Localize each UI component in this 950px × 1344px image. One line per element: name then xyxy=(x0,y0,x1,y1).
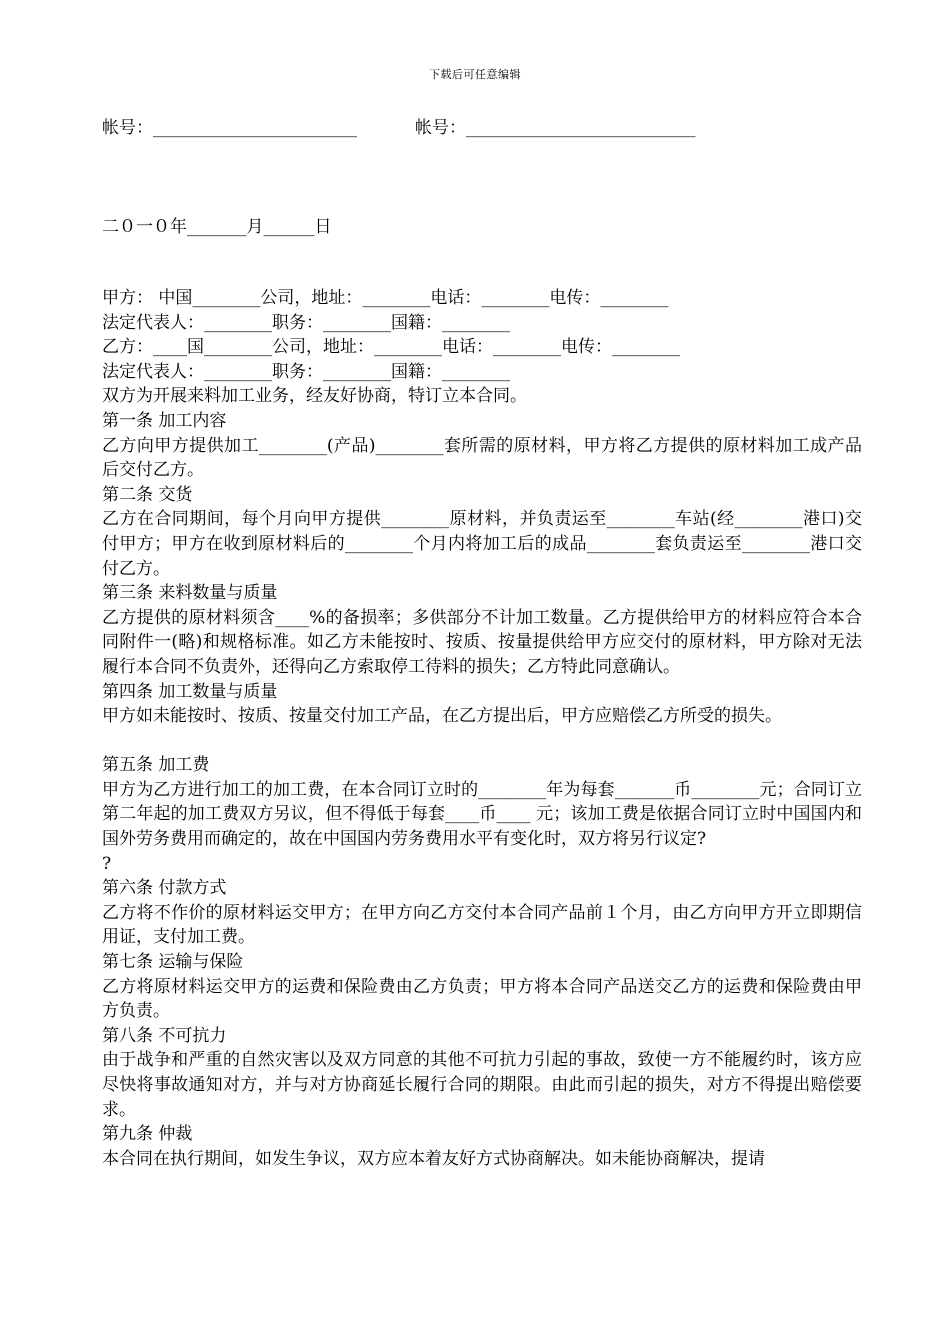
article-6-text: 乙方将不作价的原材料运交甲方；在甲方向乙方交付本合同产品前１个月，由乙方向甲方开立即期信用证，支付加工费。 xyxy=(102,902,862,948)
article-8-text: 由于战争和严重的自然灾害以及双方同意的其他不可抗力引起的事故，致使一方不能履约时，该方应尽快将事故通知对方，并与对方协商延长履行合同的期限。由此而引起的损失，对方不得提出赔偿要求。 xyxy=(102,1050,862,1120)
preamble: 双方为开展来料加工业务，经友好协商，特订立本合同。 xyxy=(102,386,527,407)
account-right: 帐号：___________________________ xyxy=(415,118,696,138)
contract-body xyxy=(102,286,862,1171)
page-header-note: 下载后可任意编辑 xyxy=(429,68,521,81)
article-1-text: 乙方向甲方提供加工________(产品)________套所需的原材料，甲方将乙方提供的原材料加工成产品后交付乙方。 xyxy=(102,435,862,481)
account-left: 帐号：________________________ xyxy=(102,118,357,138)
article-5-heading: 第五条 加工费 xyxy=(102,755,210,776)
article-6-heading: 第六条 付款方式 xyxy=(102,878,227,899)
account-fields xyxy=(102,113,696,138)
party-a-line: 甲方： 中国________公司，地址：________电话：________电传：________ xyxy=(102,288,669,308)
article-2-heading: 第二条 交货 xyxy=(102,484,193,505)
stray-question-mark: ? xyxy=(102,853,112,874)
article-9-heading: 第九条 仲裁 xyxy=(102,1124,193,1145)
article-9-text: 本合同在执行期间，如发生争议，双方应本着友好方式协商解决。如未能协商解决，提请 xyxy=(102,1148,765,1169)
article-1-heading: 第一条 加工内容 xyxy=(102,410,227,431)
party-b-line: 乙方：____国________公司，地址：________电话：________电传：________ xyxy=(102,337,680,358)
party-b-representative: 法定代表人：________职务：________国籍：________ xyxy=(102,361,510,382)
contract-date: 二０一０年_______月______日 xyxy=(102,217,332,237)
blank-line xyxy=(102,729,862,754)
party-a-representative: 法定代表人：________职务：________国籍：________ xyxy=(102,312,510,333)
article-3-heading: 第三条 来料数量与质量 xyxy=(102,583,278,604)
article-7-heading: 第七条 运输与保险 xyxy=(102,952,244,973)
article-8-heading: 第八条 不可抗力 xyxy=(102,1025,227,1046)
article-2-text: 乙方在合同期间，每个月向甲方提供________原材料，并负责运至________车站(经________港口)交付甲方；甲方在收到原材料后的________个月内将加工后的成品________套负责运至________港口交付乙方。 xyxy=(102,509,862,579)
article-4-text: 甲方如未能按时、按质、按量交付加工产品，在乙方提出后，甲方应赔偿乙方所受的损失。 xyxy=(102,706,782,727)
article-4-heading: 第四条 加工数量与质量 xyxy=(102,681,278,702)
article-3-text: 乙方提供的原材料须含____%的备损率；多供部分不计加工数量。乙方提供给甲方的材料应符合本合同附件一(略)和规格标准。如乙方未能按时、按质、按量提供给甲方应交付的原材料，甲方除对无法履行本合同不负责外，还得向乙方索取停工待料的损失；乙方特此同意确认。 xyxy=(102,607,862,677)
article-7-text: 乙方将原材料运交甲方的运费和保险费由乙方负责；甲方将本合同产品送交乙方的运费和保险费由甲方负责。 xyxy=(102,976,862,1022)
article-5-text: 甲方为乙方进行加工的加工费，在本合同订立时的________年为每套_______币________元；合同订立第二年起的加工费双方另议，但不得低于每套____币____ 元；该加工费是依据合同订立时中国国内和国外劳务费用而确定的，故在中国国内劳务费用水平有变化时，双方将另行议定? xyxy=(102,779,862,850)
